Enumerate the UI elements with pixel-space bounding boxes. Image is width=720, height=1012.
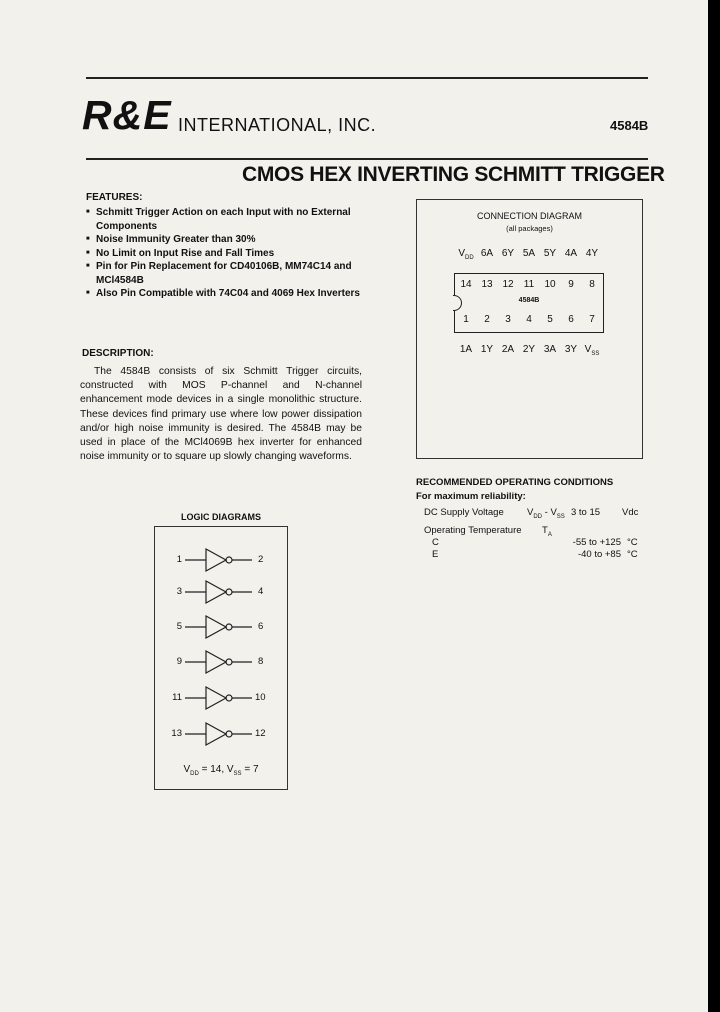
pin-label-bottom: 2Y bbox=[522, 344, 536, 355]
pin-label-top: 5Y bbox=[543, 248, 557, 259]
supply-voltage-unit: Vdc bbox=[622, 507, 639, 518]
gate-input-pin: 11 bbox=[172, 692, 182, 703]
gate-input-pin: 1 bbox=[176, 554, 182, 565]
pin-number: 7 bbox=[589, 314, 595, 325]
features-list bbox=[86, 206, 376, 301]
chip-label: 4584B bbox=[518, 297, 540, 304]
pin-label-top: 4Y bbox=[585, 248, 599, 259]
pin-label-bottom: 1A bbox=[459, 344, 473, 355]
header-rule bbox=[86, 158, 648, 160]
inverter-gate bbox=[185, 549, 252, 571]
supply-voltage-symbol: $V_{DD} - V_{SS}$ bbox=[527, 507, 565, 520]
pin-number: 3 bbox=[505, 314, 511, 325]
operating-conditions-subheading: For maximum reliability: bbox=[416, 491, 526, 502]
temperature-symbol: $T_A$ bbox=[542, 525, 552, 538]
temperature-range: -55 to +125 bbox=[572, 537, 621, 548]
pin-number: 9 bbox=[568, 279, 574, 290]
top-rule bbox=[86, 77, 648, 79]
pin-number: 10 bbox=[544, 279, 556, 290]
features-heading: FEATURES: bbox=[86, 192, 143, 203]
temperature-unit: °C bbox=[627, 549, 638, 560]
pin-label-bottom: 3Y bbox=[564, 344, 578, 355]
pin-label-top: 6Y bbox=[501, 248, 515, 259]
pin-label-bottom: 2A bbox=[501, 344, 515, 355]
inverter-gate bbox=[185, 687, 252, 709]
part-number: 4584B bbox=[610, 118, 649, 133]
company-logo: R&E bbox=[82, 92, 172, 138]
pin-number: 2 bbox=[484, 314, 490, 325]
gate-input-pin: 13 bbox=[171, 728, 182, 739]
company-name: INTERNATIONAL, INC. bbox=[178, 115, 377, 135]
connection-diagram-subtitle: (all packages) bbox=[506, 224, 553, 233]
description-text: The 4584B consists of six Schmitt Trigger circuits, constructed with MOS P-channel and N-channel enhancement mode devices in a single monolithic structure. These devices find primary use where low power dissipation and/or high noise immunity is desired. The 4584B may be used in place of the MCl4069B hex inverter for enhanced noise immunity or to square up slowly changing waveforms. bbox=[80, 366, 362, 463]
inverter-gate bbox=[185, 616, 252, 638]
gate-output-pin: 4 bbox=[258, 586, 264, 597]
pin-label-bottom: 1Y bbox=[480, 344, 494, 355]
feature-item: ■ Pin for Pin Replacement for CD40106B, MM74C14 and MCl4584B bbox=[86, 260, 376, 287]
pin-label-bottom: 3A bbox=[543, 344, 557, 355]
pin-number: 13 bbox=[481, 279, 493, 290]
pin-label-vdd: $V_{DD}$ bbox=[458, 248, 474, 261]
feature-item: ■ Schmitt Trigger Action on each Input with no External Components bbox=[86, 206, 376, 233]
supply-voltage-value: 3 to 15 bbox=[571, 507, 601, 518]
feature-item: ■ Noise Immunity Greater than 30% bbox=[86, 233, 376, 247]
gate-output-pin: 8 bbox=[258, 656, 264, 667]
inverter-gate bbox=[185, 651, 252, 673]
pin-label-top: 6A bbox=[480, 248, 494, 259]
gate-input-pin: 9 bbox=[176, 656, 182, 667]
inverter-gate bbox=[185, 581, 252, 603]
supply-voltage-label: DC Supply Voltage bbox=[424, 507, 504, 518]
feature-item: ■ No Limit on Input Rise and Fall Times bbox=[86, 247, 376, 261]
pin-number: 1 bbox=[463, 314, 469, 325]
pin-label-top: 5A bbox=[522, 248, 536, 259]
operating-conditions-heading: RECOMMENDED OPERATING CONDITIONS bbox=[416, 477, 614, 488]
page-title: CMOS HEX INVERTING SCHMITT TRIGGER bbox=[242, 163, 665, 186]
feature-item: ■ Also Pin Compatible with 74C04 and 4069 Hex Inverters bbox=[86, 287, 376, 301]
pin-number: 12 bbox=[502, 279, 514, 290]
pin-label-top: 4A bbox=[564, 248, 578, 259]
pin-number: 6 bbox=[568, 314, 574, 325]
description-heading: DESCRIPTION: bbox=[82, 348, 154, 359]
inverter-gate bbox=[185, 723, 252, 745]
pin-number: 8 bbox=[589, 279, 595, 290]
pin-number: 4 bbox=[526, 314, 532, 325]
gate-output-pin: 6 bbox=[258, 621, 264, 632]
gate-output-pin: 12 bbox=[255, 728, 266, 739]
logic-diagrams-title: LOGIC DIAGRAMS bbox=[181, 512, 261, 522]
gate-output-pin: 2 bbox=[258, 554, 264, 565]
pin-number: 14 bbox=[460, 279, 472, 290]
gate-input-pin: 5 bbox=[176, 621, 182, 632]
temperature-grade: E bbox=[432, 549, 439, 560]
temperature-label: Operating Temperature bbox=[424, 525, 522, 536]
pin-number: 5 bbox=[547, 314, 553, 325]
temperature-grade: C bbox=[432, 537, 439, 548]
logic-power-note: $V_{DD} = 14$, $V_{SS} = 7$ bbox=[183, 764, 259, 777]
gate-output-pin: 10 bbox=[255, 692, 266, 703]
gate-input-pin: 3 bbox=[176, 586, 182, 597]
connection-diagram-title: CONNECTION DIAGRAM bbox=[476, 211, 582, 221]
pin-number: 11 bbox=[523, 279, 535, 290]
temperature-unit: °C bbox=[627, 537, 638, 548]
temperature-range: -40 to +85 bbox=[577, 549, 621, 560]
pin-label-vss: $V_{SS}$ bbox=[584, 344, 600, 357]
